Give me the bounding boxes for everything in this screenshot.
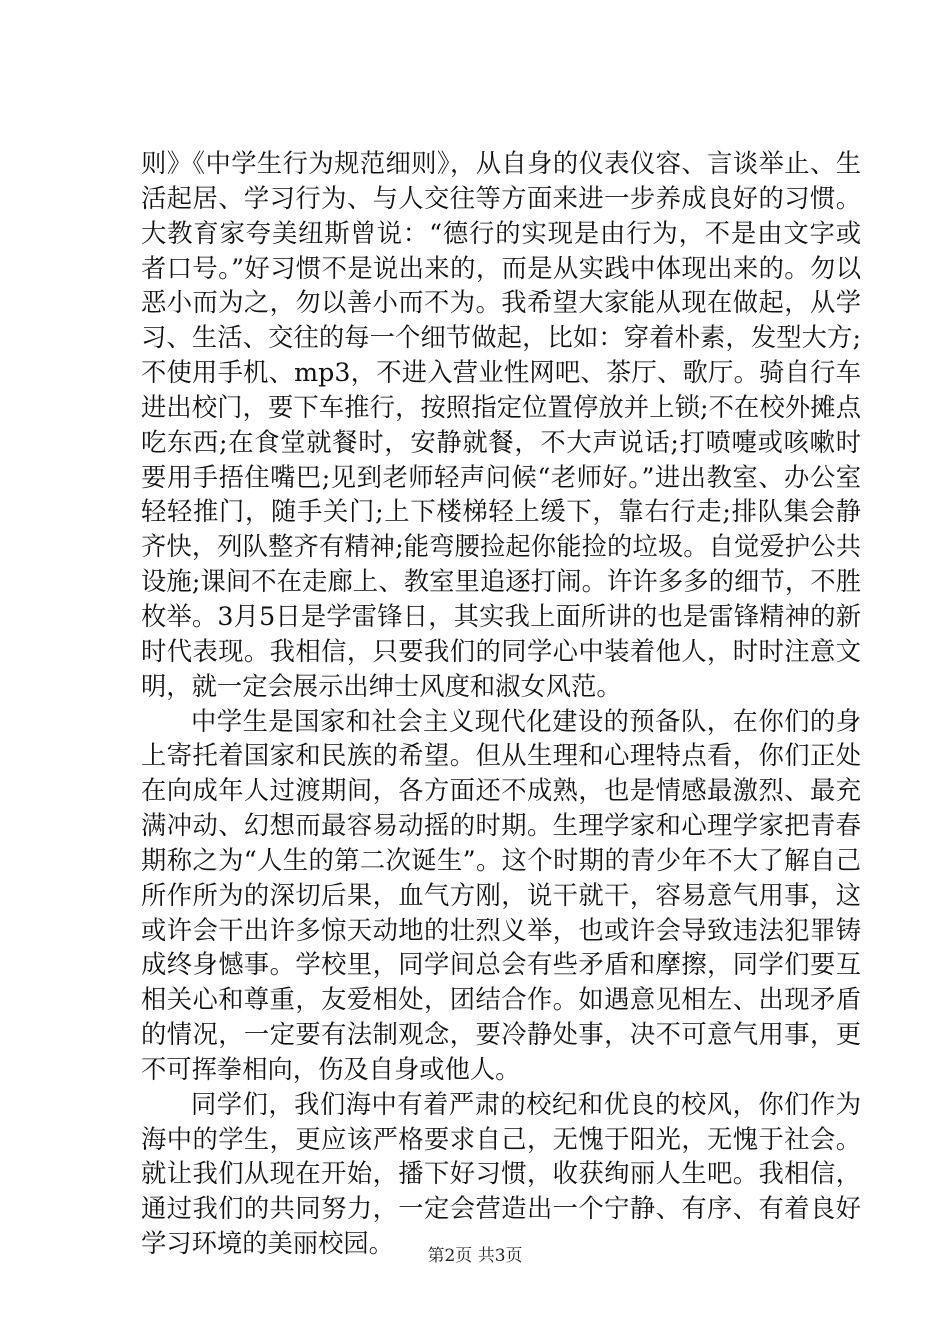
paragraph-continued: 则》《中学生行为规范细则》，从自身的仪表仪容、言谈举止、生活起居、学习行为、与人交往等方面来进一步养成良好的习惯。大教育家夸美纽斯曾说：“德行的实现是由行为，不是由文字或者口号。”好习惯不是说出来的，而是从实践中体现出来的。勿以恶小而为之，勿以善小而不为。我希望大家能从现在做起，从学习、生活、交往的每一个细节做起，比如：穿着朴素，发型大方;不使用手机、mp3，不进入营业性网吧、茶厅、歌厅。骑自行车进出校门，要下车推行，按照指定位置停放并上锁;不在校外摊点吃东西;在食堂就餐时，安静就餐，不大声说话;打喷嚏或咳嗽时要用手捂住嘴巴;见到老师轻声问候“老师好。”进出教室、办公室轻轻推门，随手关门;上下楼梯轻上缓下，靠右行走;排队集会静齐快，列队整齐有精神;能弯腰捡起你能捡的垃圾。自觉爱护公共设施;课间不在走廊上、教室里追逐打闹。许许多多的细节，不胜枚举。3月5日是学雷锋日，其实我上面所讲的也是雷锋精神的新时代表现。我相信，只要我们的同学心中装着他人，时时注意文明，就一定会展示出绅士风度和淑女风范。 [141, 149, 861, 701]
paragraph-middle-school-students: 中学生是国家和社会主义现代化建设的预备队，在你们的身上寄托着国家和民族的希望。但从生理和心理特点看，你们正处在向成年人过渡期间，各方面还不成熟，也是情感最激烈、最充满冲动、幻想而最容易动摇的时期。生理学家和心理学家把青春期称之为“人生的第二次诞生”。这个时期的青少年不大了解自己所作所为的深切后果，血气方刚，说干就干，容易意气用事，这或许会干出许多惊天动地的壮烈义举，也或许会导致违法犯罪铸成终身憾事。学校里，同学间总会有些矛盾和摩擦，同学们要互相关心和尊重，友爱相处，团结合作。如遇意见相左、出现矛盾的情况，一定要有法制观念，要冷静处事，决不可意气用事，更不可挥拳相向，伤及自身或他人。 [141, 706, 861, 1084]
page-number-footer: 第2页 共3页 [427, 1246, 523, 1266]
paragraph-closing: 同学们，我们海中有着严肃的校纪和优良的校风，你们作为海中的学生，更应该严格要求自己，无愧于阳光，无愧于社会。就让我们从现在开始，播下好习惯，收获绚丽人生吧。我相信，通过我们的共同努力，一定会营造出一个宁静、有序、有着良好学习环境的美丽校园。 [141, 1089, 861, 1259]
document-body [141, 147, 861, 1262]
